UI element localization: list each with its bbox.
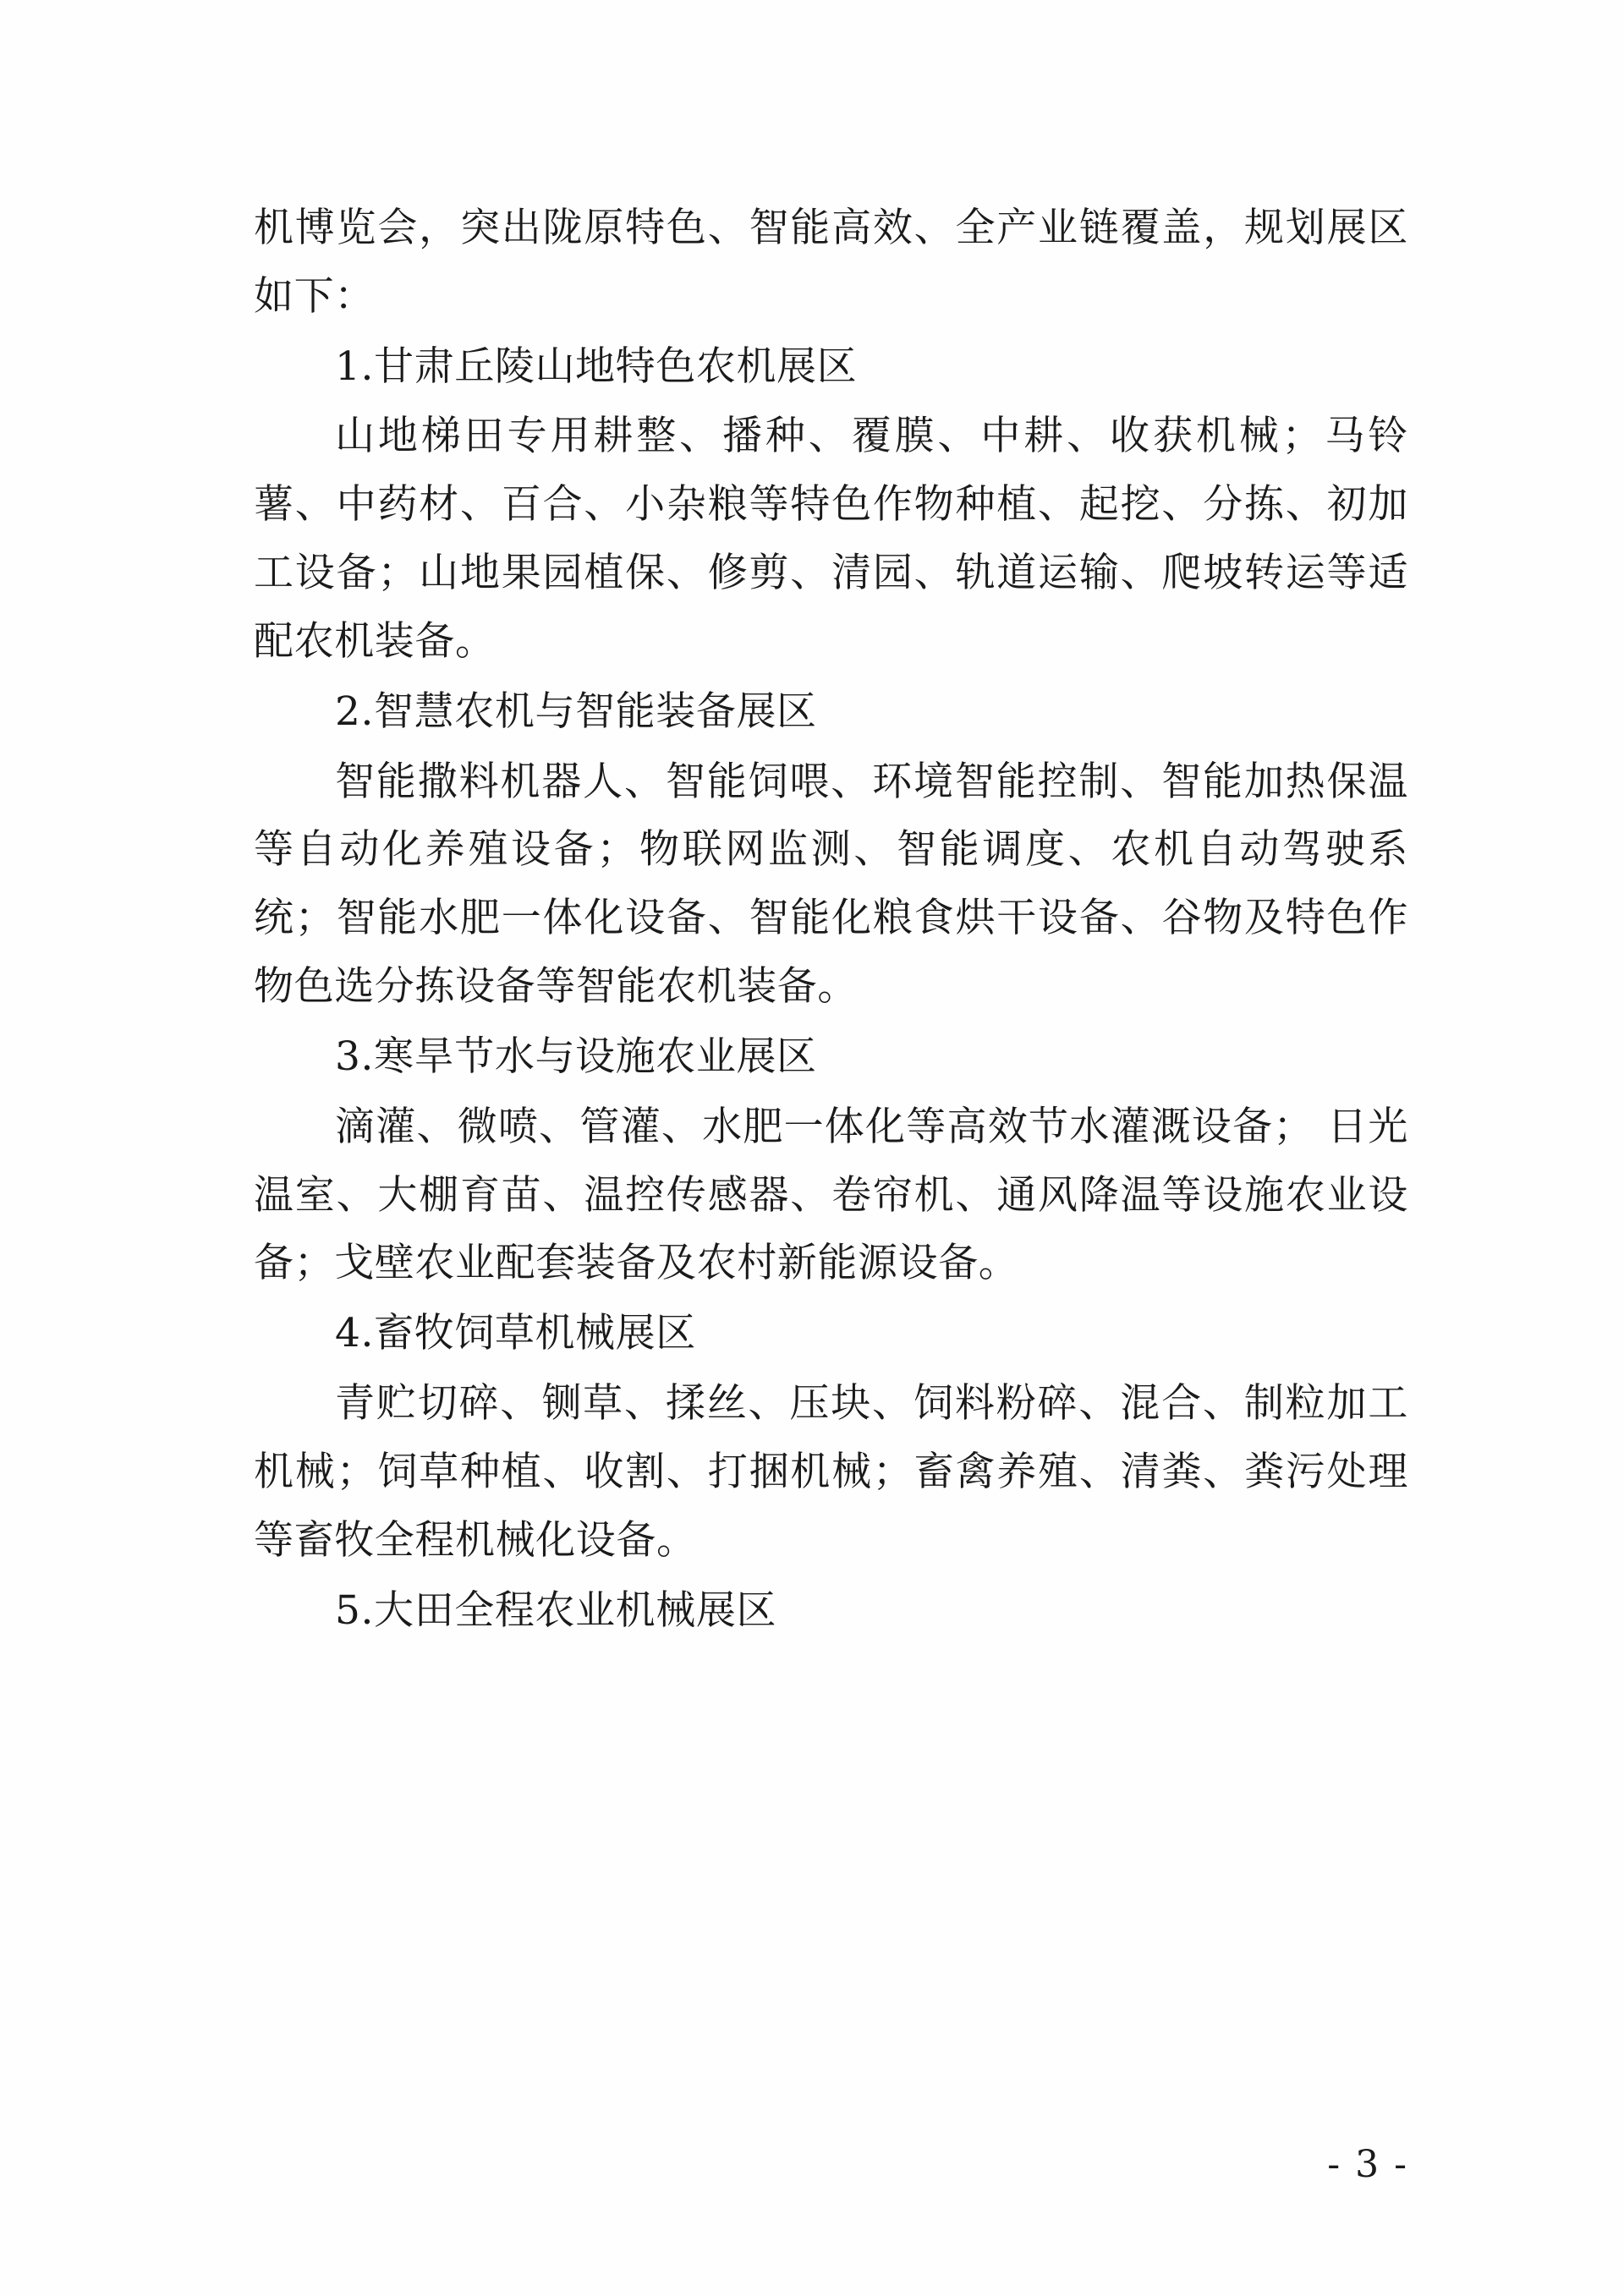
document-body [254,195,1408,1645]
section-heading-2: 2.智慧农机与智能装备展区 [335,688,817,735]
section-heading-1: 1.甘肃丘陵山地特色农机展区 [335,342,858,390]
section-heading-5: 5.大田全程农业机械展区 [335,1586,777,1634]
section-heading-3: 3.寒旱节水与设施农业展区 [335,1033,817,1080]
section-body-1: 山地梯田专用耕整、播种、覆膜、中耕、收获机械；马铃薯、中药材、百合、小杂粮等特色作物种植、起挖、分拣、初加工设备；山地果园植保、修剪、清园、轨道运输、爬坡转运等适配农机装备。 [254,413,1408,665]
section-body-4: 青贮切碎、铡草、揉丝、压块、饲料粉碎、混合、制粒加工机械；饲草种植、收割、打捆机械；畜禽养殖、清粪、粪污处理等畜牧全程机械化设备。 [254,1380,1408,1564]
section-heading-4: 4.畜牧饲草机械展区 [335,1310,696,1357]
paragraph-continuation: 机博览会，突出陇原特色、智能高效、全产业链覆盖，规划展区如下： [254,205,1408,320]
section-body-2: 智能撒料机器人、智能饲喂、环境智能控制、智能加热保温等自动化养殖设备；物联网监测、智能调度、农机自动驾驶系统；智能水肥一体化设备、智能化粮食烘干设备、谷物及特色作物色选分拣设备等智能农机装备。 [254,758,1408,1011]
section-body-3: 滴灌、微喷、管灌、水肥一体化等高效节水灌溉设备； 日光温室、大棚育苗、温控传感器、卷帘机、通风降温等设施农业设备；戈壁农业配套装备及农村新能源设备。 [254,1103,1408,1287]
page-number: - 3 - [1327,2143,1408,2186]
